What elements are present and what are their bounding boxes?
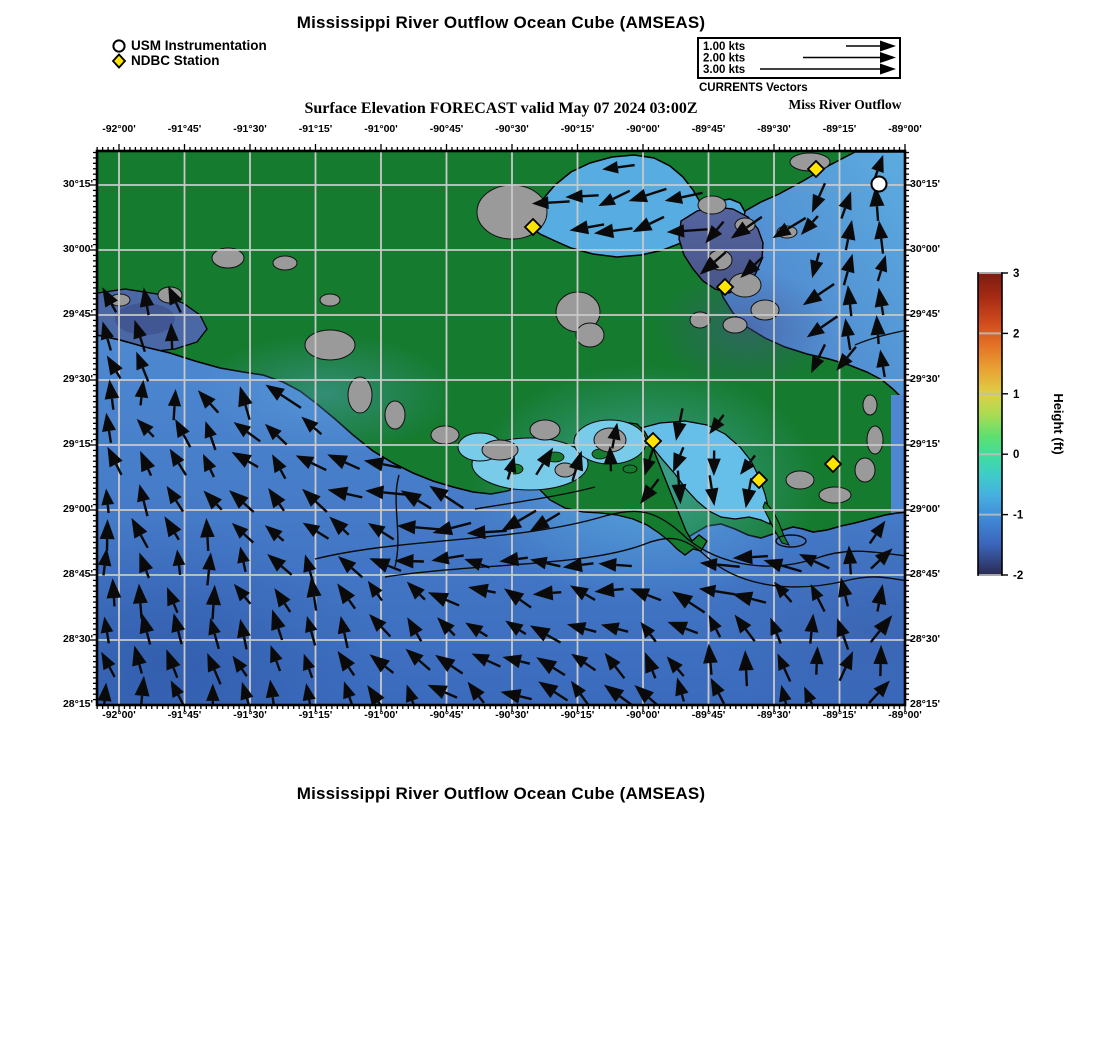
marsh-patch <box>819 487 851 503</box>
right-axis-tick: 28°45' <box>910 568 941 580</box>
top-axis-tick: -89°30' <box>757 123 791 135</box>
left-axis-tick: 29°15' <box>62 438 93 450</box>
top-axis-tick: -90°45' <box>429 123 464 135</box>
bottom-axis-tick: -91°00' <box>364 709 398 721</box>
vector-scale-arrows <box>699 39 899 77</box>
marsh-patch <box>320 294 340 306</box>
top-axis-tick: -89°00' <box>888 123 922 135</box>
right-axis-tick: 29°30' <box>910 373 941 385</box>
marsh-patch <box>385 401 405 429</box>
usm-instrumentation-marker <box>872 177 887 192</box>
bottom-axis-tick: -91°45' <box>167 709 202 721</box>
bottom-axis-tick: -89°00' <box>888 709 922 721</box>
footer-title: Mississippi River Outflow Ocean Cube (AMSEAS) <box>296 784 706 803</box>
vector-scale-label: 1.00 kts <box>703 41 746 53</box>
left-axis-tick: 30°00' <box>62 243 93 255</box>
height-colorbar <box>968 264 1098 586</box>
top-axis-tick: -90°00' <box>626 123 660 135</box>
marsh-patch <box>698 196 726 214</box>
colorbar-tick: 0 <box>1013 449 1020 462</box>
top-axis-tick: -91°30' <box>233 123 267 135</box>
bottom-axis-tick: -91°15' <box>298 709 333 721</box>
colorbar-tick: -1 <box>1013 509 1024 522</box>
legend-row-usm <box>111 38 267 53</box>
vector-scale-label: 3.00 kts <box>703 64 746 76</box>
bottom-axis-tick: -91°30' <box>233 709 267 721</box>
right-axis-tick: 30°15' <box>910 178 941 190</box>
top-axis-tick: -90°15' <box>560 123 595 135</box>
bottom-axis-tick: -90°00' <box>626 709 660 721</box>
bottom-axis-tick: -89°45' <box>691 709 726 721</box>
bottom-axis-tick: -90°45' <box>429 709 464 721</box>
bottom-axis-tick: -90°15' <box>560 709 595 721</box>
right-axis-tick: 29°00' <box>910 503 941 515</box>
ndbc-diamond-icon <box>111 53 128 69</box>
right-axis-tick: 29°45' <box>910 308 941 320</box>
top-axis-tick: -90°30' <box>495 123 529 135</box>
legend-usm-label: USM Instrumentation <box>131 38 267 53</box>
marsh-patch <box>305 330 355 360</box>
top-axis-tick: -91°00' <box>364 123 398 135</box>
marsh-patch <box>867 426 883 454</box>
marsh-patch <box>576 323 604 347</box>
right-axis-tick: 29°15' <box>910 438 941 450</box>
colorbar-tick: 3 <box>1013 268 1020 280</box>
right-axis-tick: 28°30' <box>910 633 941 645</box>
top-axis-tick: -89°45' <box>691 123 726 135</box>
usm-circle-icon <box>111 38 128 54</box>
bottom-axis-tick: -89°15' <box>822 709 857 721</box>
colorbar-tick: 1 <box>1013 388 1020 401</box>
marsh-patch <box>786 471 814 489</box>
marker-legend <box>111 38 267 68</box>
right-axis-tick: 30°00' <box>910 243 941 255</box>
marsh-patch <box>855 458 875 482</box>
east-channel-water <box>891 395 905 517</box>
colorbar-label: Height (ft) <box>1051 393 1066 455</box>
left-axis-tick: 29°30' <box>62 373 93 385</box>
bottom-axis-tick: -90°30' <box>495 709 529 721</box>
marsh-patch <box>723 317 747 333</box>
top-axis-tick: -92°00' <box>102 123 136 135</box>
left-axis-tick: 28°15' <box>62 698 93 710</box>
left-axis-tick: 30°15' <box>62 178 93 190</box>
left-axis-tick: 28°45' <box>62 568 93 580</box>
marsh-patch <box>212 248 244 268</box>
left-axis-tick: 29°00' <box>62 503 93 515</box>
forecast-subtitle: Surface Elevation FORECAST valid May 07 2024 03:00Z <box>304 100 698 117</box>
left-axis-tick: 28°30' <box>62 633 93 645</box>
colorbar-tick: 2 <box>1013 328 1020 341</box>
marsh-patch <box>431 426 459 444</box>
top-axis-tick: -91°15' <box>298 123 333 135</box>
vector-scale-label: 2.00 kts <box>703 52 746 65</box>
top-axis-tick: -91°45' <box>167 123 202 135</box>
currents-vector-legend <box>697 37 901 79</box>
right-axis-tick: 28°15' <box>910 698 941 710</box>
colorbar-tick: -2 <box>1013 570 1024 582</box>
marsh-patch <box>863 395 877 415</box>
page-title: Mississippi River Outflow Ocean Cube (AMSEAS) <box>296 13 706 32</box>
legend-row-ndbc <box>111 53 267 68</box>
legend-ndbc-label: NDBC Station <box>131 53 220 68</box>
marsh-patch <box>348 377 372 413</box>
bottom-axis-tick: -89°30' <box>757 709 791 721</box>
marsh-patch <box>530 420 560 440</box>
left-axis-tick: 29°45' <box>62 308 93 320</box>
forecast-map <box>85 139 917 717</box>
marsh-patch <box>273 256 297 270</box>
currents-vectors-label: CURRENTS Vectors <box>699 82 808 94</box>
region-label: Miss River Outflow <box>788 97 902 112</box>
top-axis-tick: -89°15' <box>822 123 857 135</box>
marsh-patch <box>729 273 761 297</box>
bottom-axis-tick: -92°00' <box>102 709 136 721</box>
